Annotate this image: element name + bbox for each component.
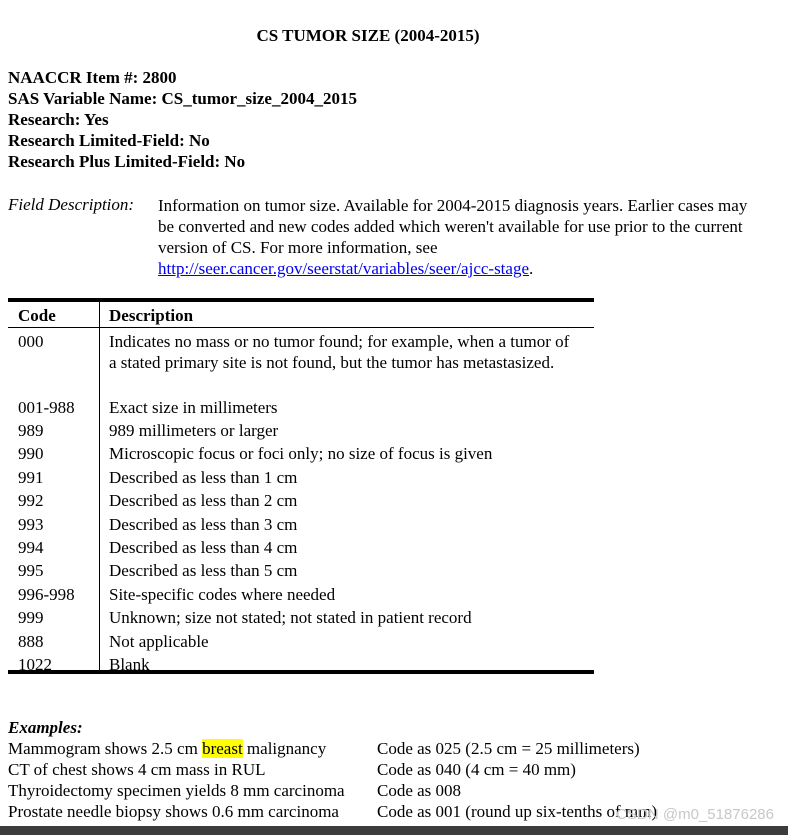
research-plus-limited-field: Research Plus Limited-Field: No xyxy=(8,152,246,171)
table-row-code: 000 xyxy=(18,332,44,351)
example-description: CT of chest shows 4 cm mass in RUL xyxy=(8,760,266,779)
research-limited-field: Research Limited-Field: No xyxy=(8,131,210,150)
research-flag: Research: Yes xyxy=(8,110,109,129)
example-text: malignancy xyxy=(242,739,327,758)
example-code: Code as 008 xyxy=(377,781,462,800)
examples-heading: Examples: xyxy=(8,718,83,737)
watermark: CSDN @m0_51876286 xyxy=(616,806,774,823)
table-row-description: Described as less than 2 cm xyxy=(109,491,298,510)
example-description xyxy=(8,739,326,759)
table-row-description: Described as less than 4 cm xyxy=(109,538,298,557)
table-row-description: Microscopic focus or foci only; no size of focus is given xyxy=(109,444,493,463)
table-row-code: 992 xyxy=(18,491,44,510)
description-column-header: Description xyxy=(109,306,194,325)
table-row-description: Described as less than 1 cm xyxy=(109,468,298,487)
table-row-description: Described as less than 3 cm xyxy=(109,515,298,534)
table-row-code: 995 xyxy=(18,561,44,580)
table-row-description: Exact size in millimeters xyxy=(109,398,278,417)
column-divider xyxy=(99,302,100,670)
code-table xyxy=(8,298,594,674)
example-code: Code as 001 (round up six-tenths of mm) xyxy=(377,802,657,821)
table-row-description: Unknown; size not stated; not stated in patient record xyxy=(109,608,472,627)
table-row-description: Not applicable xyxy=(109,632,209,651)
example-code: Code as 025 (2.5 cm = 25 millimeters) xyxy=(377,739,640,758)
naaccr-item-number: NAACCR Item #: 2800 xyxy=(8,68,177,87)
table-row-code: 991 xyxy=(18,468,44,487)
table-row-description: Indicates no mass or no tumor found; for example, when a tumor of a stated primary site is not found, but the tumor has metastasized. xyxy=(109,332,570,372)
header-rule xyxy=(8,327,594,328)
field-description-body: Information on tumor size. Available for 2004-2015 diagnosis years. Earlier cases may be converted and new codes added which weren't available for use prior to the current version of CS. For more information, see xyxy=(158,196,748,257)
bottom-border xyxy=(0,826,788,835)
example-description: Prostate needle biopsy shows 0.6 mm carcinoma xyxy=(8,802,339,821)
table-row-description: Blank xyxy=(109,655,150,674)
table-row-code: 989 xyxy=(18,421,44,440)
table-row-code: 1022 xyxy=(18,655,52,674)
table-row-code: 996-998 xyxy=(18,585,75,604)
field-description-label: Field Description: xyxy=(8,195,135,214)
table-row-description: Site-specific codes where needed xyxy=(109,585,336,604)
table-row-code: 888 xyxy=(18,632,44,651)
table-row-code: 999 xyxy=(18,608,44,627)
table-row-code: 990 xyxy=(18,444,44,463)
table-row-code: 001-988 xyxy=(18,398,75,417)
field-description-end: . xyxy=(529,259,534,278)
document-title: CS TUMOR SIZE (2004-2015) xyxy=(256,26,480,45)
sas-variable-name: SAS Variable Name: CS_tumor_size_2004_2015 xyxy=(8,89,357,108)
table-row-code: 994 xyxy=(18,538,44,557)
example-code: Code as 040 (4 cm = 40 mm) xyxy=(377,760,576,779)
table-row-code: 993 xyxy=(18,515,44,534)
code-column-header: Code xyxy=(18,306,56,325)
field-description-text xyxy=(158,195,758,279)
ajcc-stage-link[interactable]: http://seer.cancer.gov/seerstat/variables/seer/ajcc-stage xyxy=(158,259,529,278)
example-text: Mammogram shows 2.5 cm xyxy=(8,739,203,758)
table-row-description: 989 millimeters or larger xyxy=(109,421,279,440)
highlighted-term: breast xyxy=(202,739,243,758)
example-description: Thyroidectomy specimen yields 8 mm carcinoma xyxy=(8,781,345,800)
table-row-description: Described as less than 5 cm xyxy=(109,561,298,580)
